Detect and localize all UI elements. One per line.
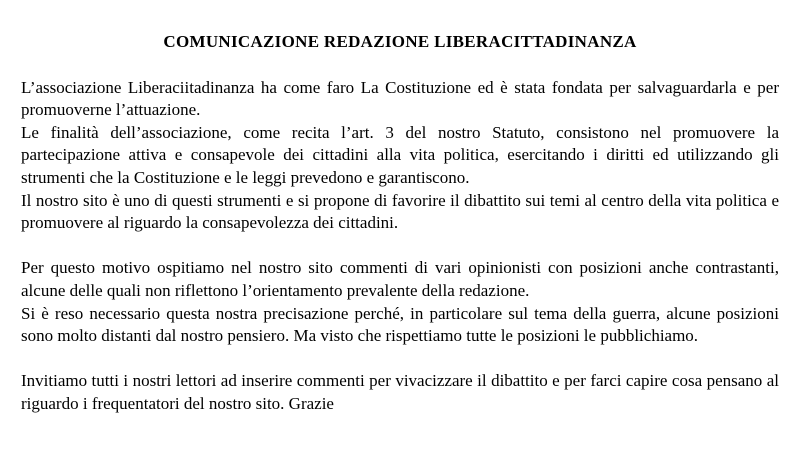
paragraph-group-1 <box>21 77 779 235</box>
paragraph: Per questo motivo ospitiamo nel nostro sito commenti di vari opinionisti con posizioni anche contrastanti, alcune delle quali non riflettono l’orientamento prevalente della redazione. <box>21 258 779 300</box>
paragraph-group-3 <box>21 370 779 415</box>
document-title: COMUNICAZIONE REDAZIONE LIBERACITTADINANZA <box>163 32 637 51</box>
paragraph: L’associazione Liberaciitadinanza ha come faro La Costituzione ed è stata fondata per salvaguardarla e per promuoverne l’attuazione. <box>21 77 779 120</box>
paragraph: Le finalità dell’associazione, come recita l’art. 3 del nostro Statuto, consistono nel promuovere la partecipazione attiva e consapevole dei cittadini alla vita politica, esercitando i diritti ed utilizzando gli strumenti che la Costituzione e le leggi prevedono e garantiscono. <box>21 122 779 187</box>
paragraph: Il nostro sito è uno di questi strumenti e si propone di favorire il dibattito sui temi al centro della vita politica e promuovere al riguardo la consapevolezza dei cittadini. <box>21 190 779 233</box>
paragraph: Invitiamo tutti i nostri lettori ad inserire commenti per vivacizzare il dibattito e per farci capire cosa pensano al riguardo i frequentatori del nostro sito. Grazie <box>21 371 779 413</box>
paragraph-group-2 <box>21 257 779 347</box>
paragraph: Si è reso necessario questa nostra precisazione perché, in particolare sul tema della guerra, alcune posizioni sono molto distanti dal nostro pensiero. Ma visto che rispettiamo tutte le posizioni le pubblichiamo. <box>21 303 779 346</box>
